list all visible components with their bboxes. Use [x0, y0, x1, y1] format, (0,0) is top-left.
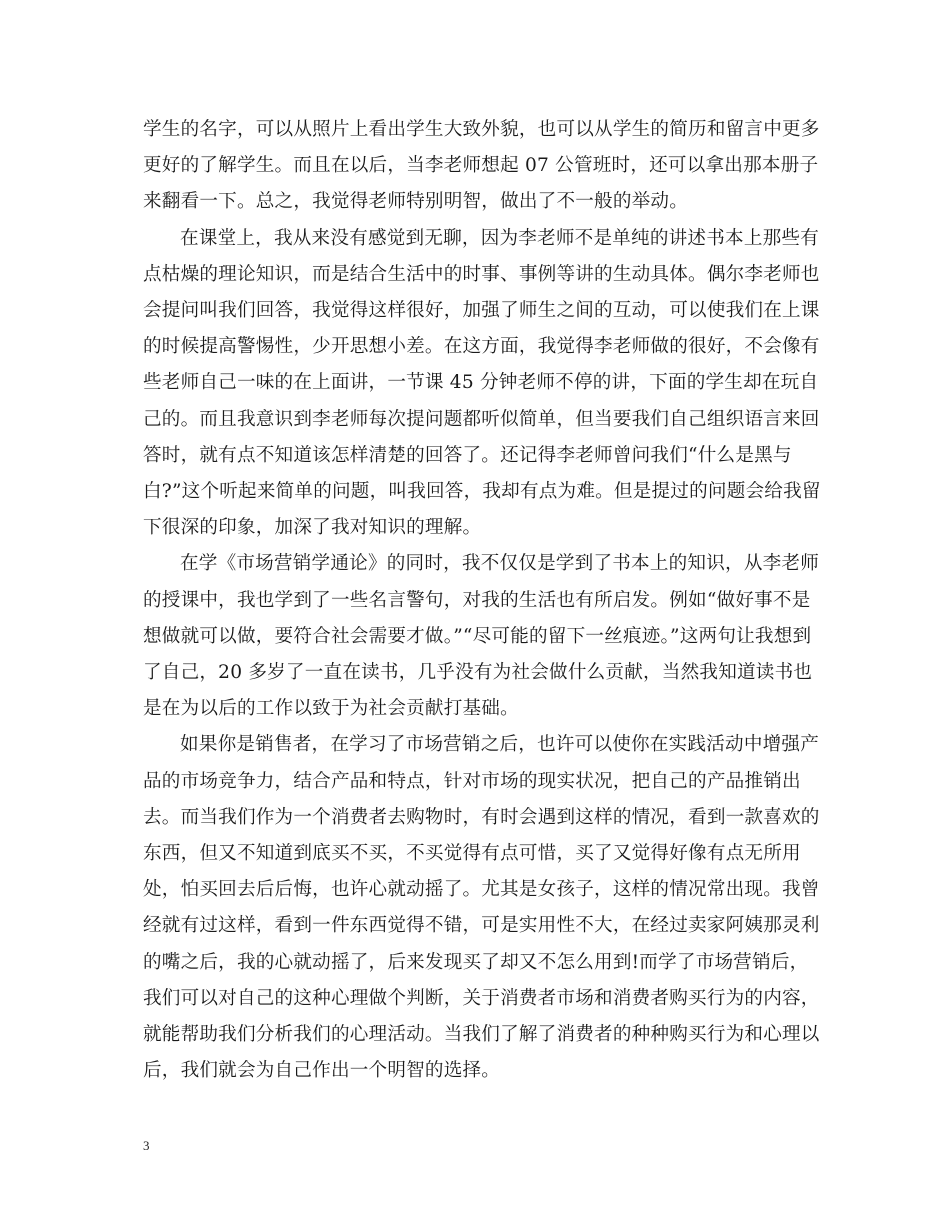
- paragraph-4: 如果你是销售者，在学习了市场营销之后，也许可以使你在实践活动中增强产品的市场竞争力，结合产品和特点，针对市场的现实状况，把自己的产品推销出去。而当我们作为一个消费者去购物时，有时会遇到这样的情况，看到一款喜欢的东西，但又不知道到底买不买，不买觉得有点可惜，买了又觉得好像有点无所用处，怕买回去后后悔，也许心就动摇了。尤其是女孩子，这样的情况常出现。我曾经就有过这样，看到一件东西觉得不错，可是实用性不大，在经过卖家阿姨那灵利的嘴之后，我的心就动摇了，后来发现买了却又不怎么用到!而学了市场营销后，我们可以对自己的这种心理做个判断，关于消费者市场和消费者购买行为的内容，就能帮助我们分析我们的心理活动。当我们了解了消费者的种种购买行为和心理以后，我们就会为自己作出一个明智的选择。: [143, 734, 820, 1082]
- page-number: 3: [143, 1138, 150, 1153]
- body-text: [143, 112, 823, 1089]
- paragraph-1: 学生的名字，可以从照片上看出学生大致外貌，也可以从学生的简历和留言中更多更好的了解学生。而且在以后，当李老师想起 07 公管班时，还可以拿出那本册子来翻看一下。总之，我觉得老师特别明智，做出了不一般的举动。: [143, 119, 820, 213]
- paragraph-3: 在学《市场营销学通论》的同时，我不仅仅是学到了书本上的知识，从李老师的授课中，我也学到了一些名言警句，对我的生活也有所启发。例如“做好事不是想做就可以做，要符合社会需要才做。”“尽可能的留下一丝痕迹。”这两句让我想到了自己，20 多岁了一直在读书，几乎没有为社会做什么贡献，当然我知道读书也是在为以后的工作以致于为社会贡献打基础。: [143, 553, 819, 720]
- paragraph-2: 在课堂上，我从来没有感觉到无聊，因为李老师不是单纯的讲述书本上那些有点枯燥的理论知识，而是结合生活中的时事、事例等讲的生动具体。偶尔李老师也会提问叫我们回答，我觉得这样很好，加强了师生之间的互动，可以使我们在上课的时候提高警惕性，少开思想小差。在这方面，我觉得李老师做的很好，不会像有些老师自己一味的在上面讲，一节课 45 分钟老师不停的讲，下面的学生却在玩自己的。而且我意识到李老师每次提问题都听似简单，但当要我们自己组织语言来回答时，就有点不知道该怎样清楚的回答了。还记得李老师曾问我们“什么是黑与白?”这个听起来简单的问题，叫我回答，我却有点为难。但是提过的问题会给我留下很深的印象，加深了我对知识的理解。: [143, 227, 821, 539]
